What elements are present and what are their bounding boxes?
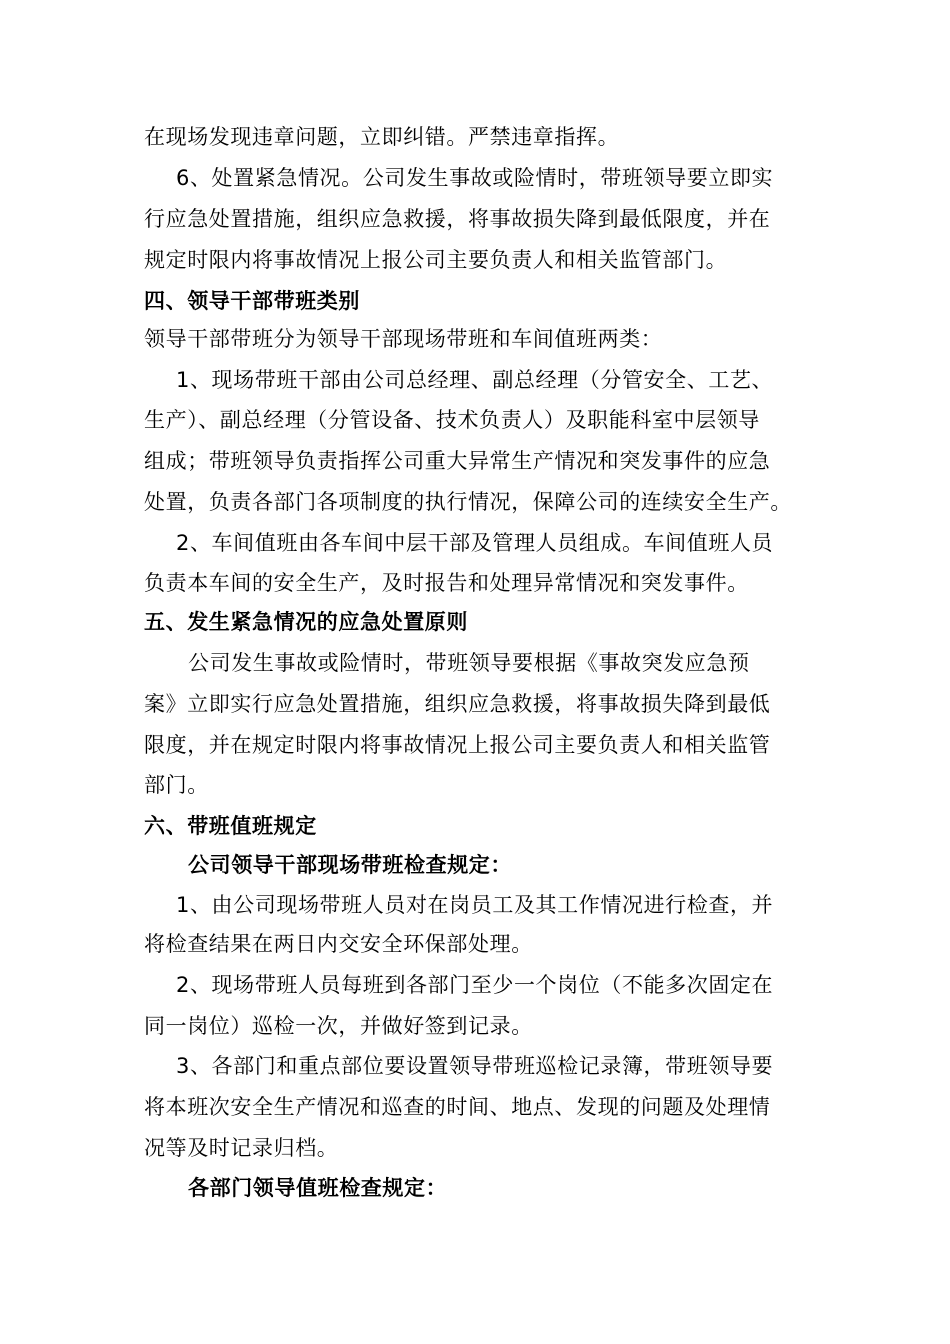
text-line: 领导干部带班分为领导干部现场带班和车间值班两类： — [144, 327, 663, 351]
text-line: 1、现场带班干部由公司总经理、副总经理（分管安全、工艺、 — [176, 368, 774, 392]
subsection-heading: 公司领导干部现场带班检查规定： — [188, 853, 512, 877]
text-line: 组成；带班领导负责指挥公司重大异常生产情况和突发事件的应急 — [144, 449, 771, 473]
text-line: 规定时限内将事故情况上报公司主要负责人和相关监管部门。 — [144, 248, 728, 272]
text-line: 将检查结果在两日内交安全环保部处理。 — [144, 932, 533, 956]
text-line: 6、处置紧急情况。公司发生事故或险情时，带班领导要立即实 — [176, 166, 774, 190]
text-line: 1、由公司现场带班人员对在岗员工及其工作情况进行检查，并 — [176, 893, 774, 917]
text-line: 部门。 — [144, 773, 209, 797]
text-line: 处置，负责各部门各项制度的执行情况，保障公司的连续安全生产。 — [144, 490, 792, 514]
text-line: 限度，并在规定时限内将事故情况上报公司主要负责人和相关监管 — [144, 733, 771, 757]
text-line: 况等及时记录归档。 — [144, 1136, 339, 1160]
text-line: 3、各部门和重点部位要设置领导带班巡检记录簿，带班领导要 — [176, 1054, 774, 1078]
text-line: 2、车间值班由各车间中层干部及管理人员组成。车间值班人员 — [176, 531, 774, 555]
text-line: 同一岗位）巡检一次，并做好签到记录。 — [144, 1014, 533, 1038]
section-heading: 五、发生紧急情况的应急处置原则 — [144, 610, 468, 634]
text-line: 将本班次安全生产情况和巡查的时间、地点、发现的问题及处理情 — [144, 1095, 771, 1119]
section-heading: 四、领导干部带班类别 — [144, 289, 360, 313]
text-line: 生产）、副总经理（分管设备、技术负责人）及职能科室中层领导 — [144, 408, 760, 432]
section-heading: 六、带班值班规定 — [144, 814, 317, 838]
text-line: 公司发生事故或险情时，带班领导要根据《事故突发应急预 — [188, 651, 750, 675]
text-line: 行应急处置措施，组织应急救援，将事故损失降到最低限度，并在 — [144, 207, 771, 231]
subsection-heading: 各部门领导值班检查规定： — [188, 1176, 448, 1200]
text-line: 负责本车间的安全生产，及时报告和处理异常情况和突发事件。 — [144, 571, 749, 595]
text-line: 2、现场带班人员每班到各部门至少一个岗位（不能多次固定在 — [176, 973, 774, 997]
text-line: 案》立即实行应急处置措施，组织应急救援，将事故损失降到最低 — [144, 692, 771, 716]
text-line: 在现场发现违章问题，立即纠错。严禁违章指挥。 — [144, 125, 620, 149]
